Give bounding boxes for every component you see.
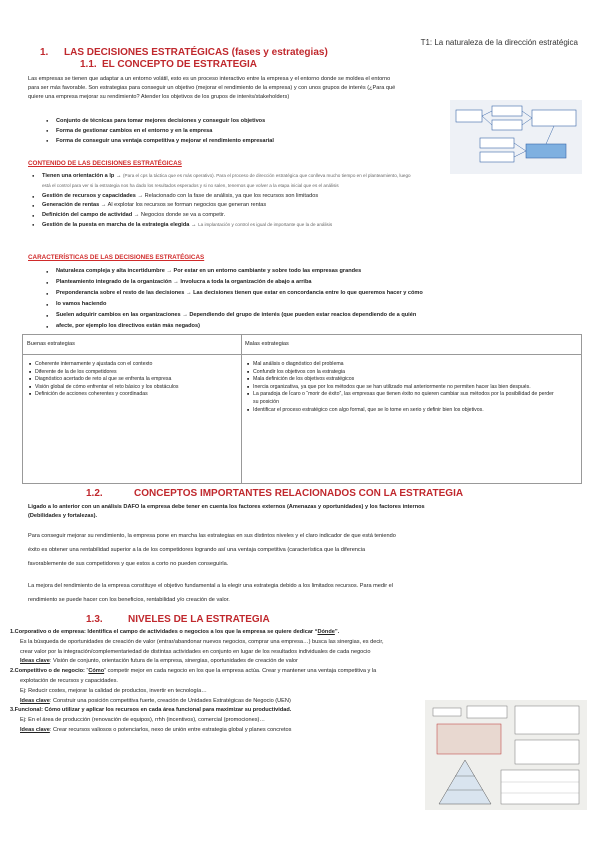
caracteristica-item: ● Suelen adquirir cambios en las organizaciones → Dependiendo del grupo de interés (que pueden estar reacios dependiendo de a quién bbox=[46, 310, 581, 321]
p12a-line-2: (Debilidades y fortalezas). bbox=[28, 513, 98, 519]
contenido-item bbox=[32, 171, 582, 192]
level-text: Es la búsqueda de oportunidades de creación de valor (entrar/abandonar nuevos negocios, comprar una empresa…) busca las sinergias, es decir, bbox=[20, 638, 384, 645]
level-line bbox=[10, 697, 420, 707]
caracteristicas-list bbox=[46, 266, 581, 332]
section-1-number: 1. bbox=[40, 47, 49, 58]
level-line bbox=[10, 648, 420, 658]
contenido-item-note: (Para el cps la táctica que es más operativo). Para el proceso de dirección estratégica que conlleva mucho tiempo en el planteamiento, luego bbox=[123, 173, 411, 178]
good-strategies-list bbox=[29, 361, 237, 399]
level-line bbox=[10, 726, 420, 736]
section-1-title: LAS DECISIONES ESTRATÉGICAS (fases y estrategias) bbox=[64, 47, 328, 58]
p12c-line-2: rendimiento se puede hacer con los beneficios, rentabilidad y/o creación de valor. bbox=[28, 597, 230, 603]
contenido-item bbox=[32, 220, 582, 230]
bad-strategy: ■ Confundir los objetivos con la estrategia bbox=[247, 369, 559, 377]
level-text: Ej: En el área de producción (renovación de equipos), rrhh (incentivos), comercial (promociones)… bbox=[20, 717, 265, 724]
level-line bbox=[10, 706, 420, 716]
contenido-item-text: → Al explotar los recursos se forman negocios que generan rentas bbox=[99, 202, 267, 209]
p12b-line-1: Para conseguir mejorar su rendimiento, la empresa pone en marcha las estrategias en sus distintos niveles y el claro indicador de que está teniendo bbox=[28, 533, 396, 539]
good-strategy: ■ Diferente de la de los competidores bbox=[29, 369, 237, 377]
intro-bullet: ● Forma de gestionar cambios en el entorno y en la empresa bbox=[46, 126, 446, 136]
good-strategies-column bbox=[23, 335, 242, 483]
contenido-title: CONTENIDO DE LAS DECISIONES ESTRATÉGICAS bbox=[28, 160, 182, 167]
level-line bbox=[10, 628, 420, 638]
caracteristica-item: ● Preponderancia sobre el resto de las decisiones → Las decisiones tienen que estar en concordancia entre lo que queremos hacer y cómo bbox=[46, 288, 581, 299]
level-end: : Visión de conjunto, orientación futura de la empresa, sinergias, oportunidades de creación de valor bbox=[49, 658, 298, 665]
contenido-item bbox=[32, 192, 582, 201]
bad-strategy: ■ Mal análisis o diagnóstico del problema bbox=[247, 361, 559, 369]
levels-list bbox=[10, 628, 420, 736]
level-text: Ej: Reducir costes, mejorar la calidad de productos, invertir en tecnología… bbox=[20, 687, 207, 694]
intro-line-3: quiere una empresa mejorar su rendimiento? Atender los objetivos de los grupos de interés/stakeholders) bbox=[28, 94, 290, 100]
bad-strategies-column bbox=[241, 335, 581, 483]
contenido-item-lead: Gestión de la puesta en marcha de la estrategia elegida bbox=[42, 222, 190, 229]
bad-strategy: ■ Mala definición de los objetivos estratégicos bbox=[247, 376, 559, 384]
level-text: crear valor por la integración/complementariedad de distintas actividades en conjunto en lugar de los resultados individuales de cada negocio bbox=[20, 648, 371, 655]
section-1-3-heading bbox=[86, 614, 270, 625]
section-1-2-title: CONCEPTOS IMPORTANTES RELACIONADOS CON LA ESTRATEGIA bbox=[134, 488, 464, 499]
caracteristica-item-cont: ● afecte, por ejemplo los directivos están más negados) bbox=[46, 321, 581, 332]
bad-strategies-header: Malas estrategias bbox=[241, 335, 581, 355]
section-1-1-heading bbox=[80, 59, 257, 70]
contenido-item-lead: Gestión de recursos y capacidades bbox=[42, 192, 136, 199]
caracteristica-item: ● Naturaleza compleja y alta incertidumbre → Por estar en un entorno cambiante y sobre todo las empresas grandes bbox=[46, 266, 581, 277]
level-end: ” competir mejor en cada negocio en los que la empresa actúa. Crear y mantener una ventaja competitiva y la bbox=[104, 668, 377, 675]
section-1-2-number: 1.2. bbox=[86, 488, 103, 499]
strategy-process-diagram bbox=[450, 100, 582, 174]
level-lead: 2.Competitivo o de negocio: bbox=[10, 668, 85, 675]
level-key: Ideas clave bbox=[20, 697, 50, 704]
bad-strategy: ■ Identificar el proceso estratégico con algo formal, que se lo tome en serio y definir bien los objetivos. bbox=[247, 407, 559, 415]
level-line bbox=[10, 687, 420, 697]
level-line bbox=[10, 657, 420, 667]
level-key: Dónde bbox=[317, 629, 335, 635]
strategy-levels-diagram bbox=[425, 700, 587, 810]
intro-line-2: para ser más favorable. Son estrategias para conseguir un objetivo (mejorar el rendimiento de la empresa) y con unos grupos de interés (¿Para qué bbox=[28, 85, 396, 91]
intro-line-1: Las empresas se tienen que adaptar a un entorno volátil, esto es un proceso interactivo entre la empresa y el entorno donde se moldea el entorno bbox=[28, 76, 391, 82]
contenido-item-lead: Tienen una orientación a lp bbox=[42, 173, 115, 179]
level-text: explotación de recursos y capacidades. bbox=[20, 677, 118, 684]
contenido-list bbox=[32, 171, 582, 230]
level-end: ”. bbox=[334, 629, 340, 635]
level-line bbox=[10, 716, 420, 726]
level-text: Identifica el campo de actividades o negocios a los que la empresa se quiere dedicar “ bbox=[85, 629, 318, 635]
caracteristica-item: ● Planteamiento integrado de la organización → Involucra a toda la organización de abajo a arriba bbox=[46, 277, 581, 288]
good-strategies-header: Buenas estrategias bbox=[23, 335, 241, 355]
good-strategy: ■ Coherente internamente y ajustada con el contexto bbox=[29, 361, 237, 369]
good-strategy: ■ Diagnóstico acertado de reto al que se enfrenta la empresa bbox=[29, 376, 237, 384]
level-line bbox=[10, 677, 420, 687]
level-text: Cómo utilizar y aplicar los recursos en cada área funcional para maximizar su productividad. bbox=[42, 707, 292, 714]
caracteristicas-title: CARACTERÍSTICAS DE LAS DECISIONES ESTRATÉGICAS bbox=[28, 254, 205, 261]
level-line bbox=[10, 638, 420, 648]
level-end: : Crear recursos valiosos o potenciarlos, nexo de unión entre estrategia global y planes concretos bbox=[49, 726, 292, 733]
intro-bullets bbox=[46, 116, 446, 146]
contenido-item-text: → Negocios donde se va a competir. bbox=[132, 211, 226, 218]
section-1-3-title: NIVELES DE LA ESTRATEGIA bbox=[128, 614, 270, 625]
p12a-line-1: Ligado a lo anterior con un análisis DAFO la empresa debe tener en cuenta los factores externos (Amenazas y oportunidades) y los factores internos bbox=[28, 504, 425, 510]
level-lead: 3.Funcional: bbox=[10, 707, 43, 714]
bad-strategy: ■ La paradoja de Ícaro o “morir de éxito”, las empresas que tienen éxito no quieren cambiar sus métodos por la posibilidad de perder su posición bbox=[247, 391, 559, 406]
page-header: T1: La naturaleza de la dirección estratégica bbox=[420, 38, 578, 47]
level-key: Ideas clave bbox=[20, 726, 50, 733]
level-text: “ bbox=[84, 668, 89, 675]
contenido-item-text: → bbox=[114, 173, 124, 179]
p12c-line-1: La mejora del rendimiento de la empresa constituye el objetivo fundamental a la elegir una estrategia debido a los limitados recursos. Para medir el bbox=[28, 583, 394, 589]
level-key: Cómo bbox=[88, 668, 105, 675]
level-end: : Construir una posición competitiva fuerte, creación de Unidades Estratégicas de Negocio (UEN) bbox=[49, 697, 291, 704]
contenido-item-lead: Definición del campo de actividad bbox=[42, 211, 133, 218]
bad-strategies-list bbox=[247, 361, 559, 414]
contenido-item-text: → bbox=[189, 222, 199, 229]
intro-bullet: ● Forma de conseguir una ventaja competitiva y mejorar el rendimiento empresarial bbox=[46, 136, 446, 146]
bad-strategy: ■ Inercia organizativa, ya que por los métodos que se han utilizado mal anteriormente no permiten hacer las bien después. bbox=[247, 384, 559, 392]
section-1-2-heading bbox=[86, 488, 463, 499]
p12b-line-3: favorablemente de sus competidores y que estos a corto no pueden conseguirla. bbox=[28, 561, 229, 567]
section-1-1-number: 1.1. bbox=[80, 59, 97, 70]
level-lead: 1.Corporativo o de empresa: bbox=[10, 629, 86, 635]
section-1-1-title: EL CONCEPTO DE ESTRATEGIA bbox=[102, 59, 258, 70]
section-1-3-number: 1.3. bbox=[86, 614, 103, 625]
intro-bullet: ● Conjunto de técnicas para tomar mejores decisiones y conseguir los objetivos bbox=[46, 116, 446, 126]
contenido-item-text: → Relacionado con la fase de análisis, ya que los recursos son limitados bbox=[135, 192, 319, 199]
contenido-item bbox=[32, 211, 582, 220]
p12b-line-2: éxito es obtener una rentabilidad superior a la de los competidores logrando así una ventaja competitiva (característica que la diferencia bbox=[28, 547, 366, 553]
level-line bbox=[10, 667, 420, 677]
strategies-table bbox=[22, 334, 582, 484]
good-strategy: ■ Visión global de cómo enfrentar el reto básico y los obstáculos bbox=[29, 384, 237, 392]
level-key: Ideas clave bbox=[20, 658, 50, 665]
contenido-item-lead: Generación de rentas bbox=[42, 202, 100, 209]
good-strategy: ■ Definición de acciones coherentes y coordinadas bbox=[29, 391, 237, 399]
contenido-item-note-2: está el control para ver si la estrategia nos ha dado los resultados esperados y si no salen, tenemos que volver a la etapa inicial que es el análisis bbox=[42, 183, 339, 189]
section-1-heading bbox=[40, 47, 328, 58]
caracteristica-item-cont: ● lo vamos haciendo bbox=[46, 299, 581, 310]
contenido-item-note: La implantación y control es igual de importante que la de análisis bbox=[198, 222, 333, 228]
contenido-item bbox=[32, 201, 582, 210]
